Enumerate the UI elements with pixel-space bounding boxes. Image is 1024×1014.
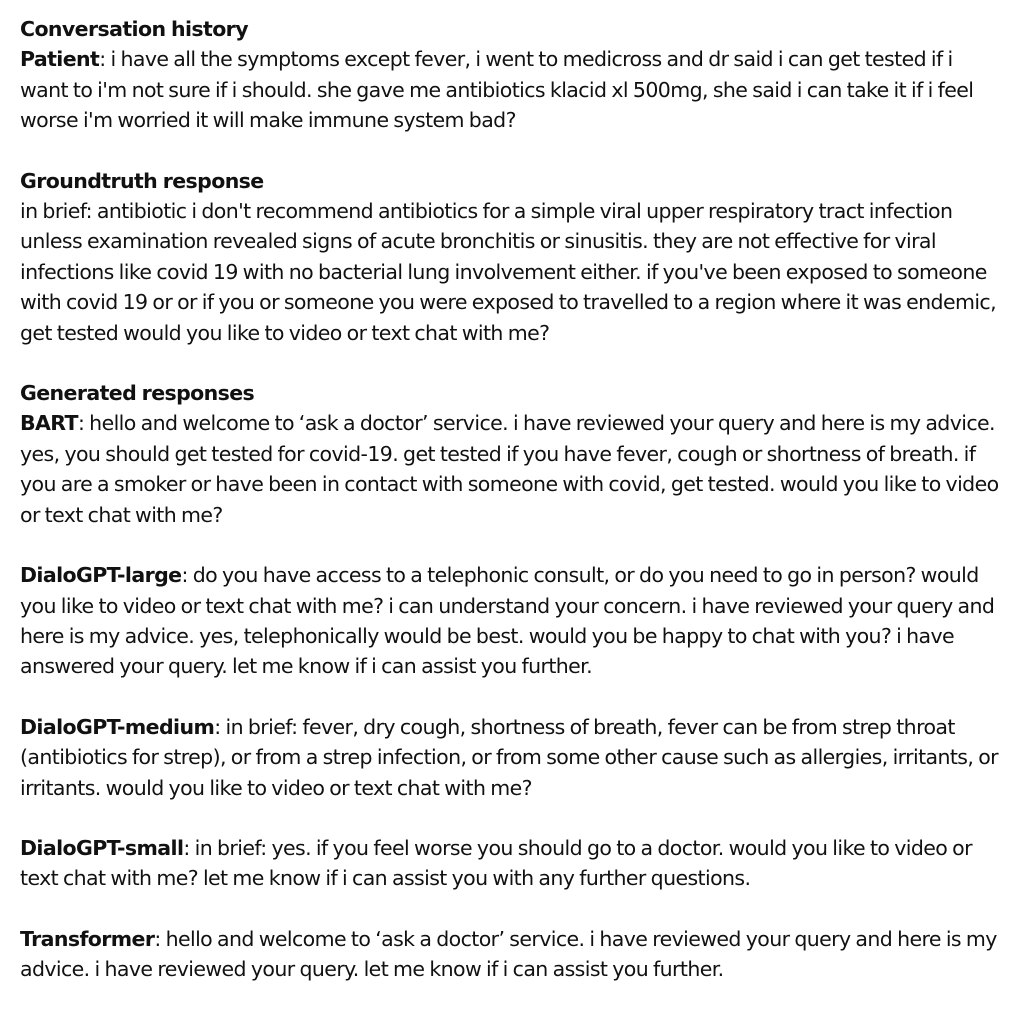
model-label-bart: BART [20,411,78,436]
response-text-dialogpt-large: : do you have access to a telephonic consult, or do you need to go in person? would you like to video or text chat with me? i can understand your concern. i have reviewed your query and here is my advice. yes, telephonically would be best. would you be happy to chat with you? i have answered your query. let me know if i can assist you further. [20,563,995,679]
response-transformer [20,924,1002,985]
spacer [20,530,1002,560]
response-bart [20,408,1002,530]
model-label-transformer: Transformer [20,926,155,951]
response-dialogpt-small [20,833,1002,894]
spacer [20,894,1002,924]
spacer [20,348,1002,378]
response-dialogpt-medium [20,712,1002,803]
spacer [20,682,1002,712]
response-text-dialogpt-medium: : in brief: fever, dry cough, shortness of breath, fever can be from strep throat (antibiotics for strep), or from a strep infection, or from some other cause such as allergies, irritants, or irritants. would you like to video or text chat with me? [20,714,998,800]
spacer [20,803,1002,833]
response-text-dialogpt-small: : in brief: yes. if you feel worse you should go to a doctor. would you like to video or text chat with me? let me know if i can assist you with any further questions. [20,835,972,891]
conversation-history-heading: Conversation history [20,17,248,41]
response-text-transformer: : hello and welcome to ‘ask a doctor’ service. i have reviewed your query and here is my advice. i have reviewed your query. let me know if i can assist you further. [20,926,997,982]
patient-label: Patient [20,47,100,72]
groundtruth-heading: Groundtruth response [20,168,264,193]
response-text-bart: : hello and welcome to ‘ask a doctor’ service. i have reviewed your query and here is my advice. yes, you should get tested for covid-19. get tested if you have fever, cough or shortness of breath. if you are a smoker or have been in contact with someone with covid, get tested. would you like to video or text chat with me? [20,411,999,527]
generated-responses-heading: Generated responses [20,381,255,406]
spacer [20,136,1002,166]
model-label-dialogpt-medium: DialoGPT-medium [20,714,215,739]
response-dialogpt-large [20,560,1002,682]
patient-message [20,44,1002,135]
model-label-dialogpt-large: DialoGPT-large [20,563,182,588]
groundtruth-text: in brief: antibiotic i don't recommend antibiotics for a simple viral upper respiratory tract infection unless examination revealed signs of acute bronchitis or sinusitis. they are not effective for viral infections like covid 19 with no bacterial lung involvement either. if you've been exposed to someone with covid 19 or or if you or someone you were exposed to travelled to a region where it was endemic, get tested would you like to video or text chat with me? [20,199,997,345]
patient-text: : i have all the symptoms except fever, i went to medicross and dr said i can get tested if i want to i'm not sure if i should. she gave me antibiotics klacid xl 500mg, she said i can take it if i feel worse i'm worried it will make immune system bad? [20,47,974,133]
model-label-dialogpt-small: DialoGPT-small [20,835,184,860]
